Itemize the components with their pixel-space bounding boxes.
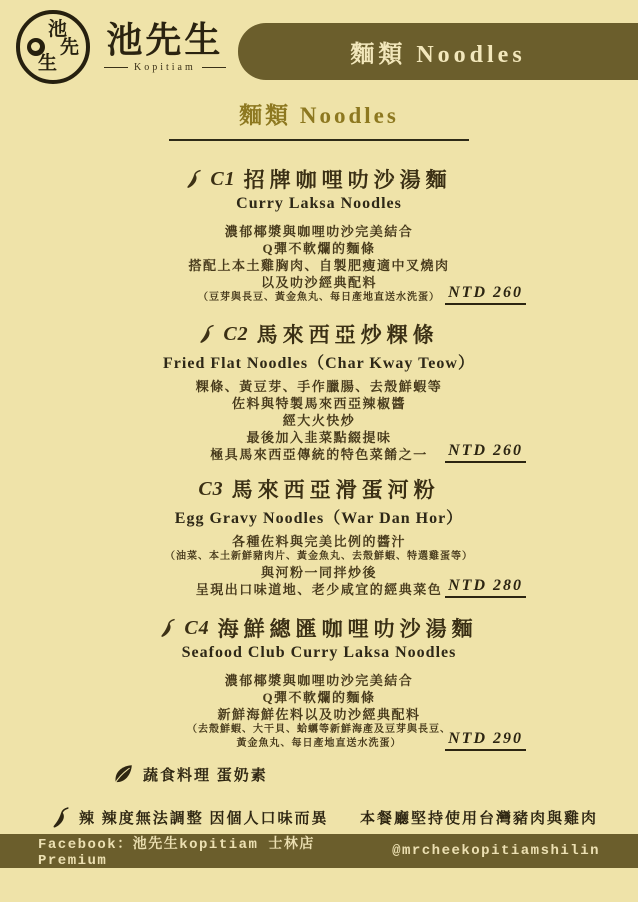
menu-item-code: C1 — [210, 167, 236, 190]
menu-item-desc-line: 佐料與特製馬來西亞辣椒醬 — [231, 396, 406, 411]
menu-item-code: C3 — [198, 477, 224, 500]
footnotes-row — [52, 804, 598, 831]
menu-item-name-en: Egg Gravy Noodles（War Dan Hor） — [174, 510, 464, 527]
vegetarian-note — [112, 763, 268, 785]
menu-item-desc-line: 各種佐料與完美比例的醬汁 — [231, 534, 406, 549]
menu-item-price: NTD 290 — [445, 730, 526, 751]
menu-item-desc-line: （去殼鮮蝦、大干貝、蛤蠣等新鮮海產及豆芽與長豆、 — [187, 724, 451, 735]
menu-item-code: C4 — [184, 616, 210, 639]
menu-item-desc-line: 搭配上本土雞胸肉、自製肥瘦適中叉燒肉 — [188, 258, 450, 273]
menu-item-desc-line: 呈現出口味道地、老少咸宜的經典菜色 — [195, 582, 443, 597]
chili-icon — [52, 804, 70, 831]
menu-item-heading — [0, 612, 638, 644]
moon-icon — [27, 38, 45, 56]
menu-item-name-zh: 馬來西亞滑蛋河粉 — [231, 478, 440, 502]
menu-item-desc-line: 粿條、黃豆芽、手作臘腸、去殼鮮蝦等 — [195, 379, 443, 394]
section-title-underline — [169, 139, 469, 141]
menu-item — [0, 612, 638, 751]
facebook-handle: Facebook：池先生kopitiam 士林店 Premium — [38, 837, 315, 869]
menu-item-name-zh: 馬來西亞炒粿條 — [256, 323, 439, 347]
menu-item-desc-line: 經大火快炒 — [282, 413, 356, 428]
menu-item-heading — [0, 473, 638, 505]
menu-item-desc-line: 濃郁椰漿與咖哩叻沙完美結合 — [224, 224, 414, 239]
menu-item-name-en: Seafood Club Curry Laksa Noodles — [181, 644, 457, 661]
menu-item-desc-line: 極具馬來西亞傳統的特色菜餚之一 — [210, 447, 428, 462]
spicy-note — [52, 804, 329, 831]
menu-item-price: NTD 280 — [445, 577, 526, 598]
category-banner-title: 麵類 Noodles — [350, 42, 526, 68]
category-banner — [238, 23, 638, 80]
spicy-note-text: 辣 辣度無法調整 因個人口味而異 — [79, 811, 329, 827]
menu-item — [0, 163, 638, 305]
chili-icon — [186, 167, 202, 191]
menu-item-heading — [0, 163, 638, 195]
menu-item-name-zh: 招牌咖哩叻沙湯麵 — [243, 168, 452, 192]
menu-item-description — [0, 672, 638, 751]
menu-item-name-en: Curry Laksa Noodles — [236, 195, 402, 212]
section-title: 麵類 Noodles — [239, 103, 399, 128]
menu-item-desc-line: 最後加入韭菜點綴提味 — [246, 430, 392, 445]
menu-item-desc-line: 新鮮海鮮佐料以及叻沙經典配料 — [217, 707, 421, 722]
menu-item-desc-line: 濃郁椰漿與咖哩叻沙完美結合 — [224, 673, 414, 688]
menu-item-description — [0, 223, 638, 305]
chili-icon — [199, 322, 215, 346]
menu-item-name-zh: 海鮮總匯咖哩叻沙湯麵 — [217, 617, 478, 641]
menu-item-desc-line: （油菜、本土新鮮豬肉片、黃金魚丸、去殼鮮蝦、特選雞蛋等） — [165, 551, 473, 562]
menu-item — [0, 318, 638, 463]
menu-item-desc-line: 與河粉一同拌炒後 — [260, 565, 377, 580]
footer-bar — [0, 834, 638, 868]
menu-item-desc-line: （豆芽與長豆、黃金魚丸、每日產地直送水洗蛋） — [198, 292, 440, 303]
seal-character: 先 — [60, 37, 80, 58]
menu-item — [0, 473, 638, 598]
brand-subtitle: Kopitiam — [104, 62, 226, 73]
menu-item-desc-line: Q彈不軟爛的麵條 — [262, 241, 376, 256]
menu-item-desc-line: 黃金魚丸、每日產地直送水洗蛋） — [236, 738, 402, 749]
menu-item-description — [0, 378, 638, 463]
chili-icon — [160, 616, 176, 640]
seal-character: 生 — [38, 53, 58, 74]
menu-item-code: C2 — [223, 322, 249, 345]
menu-item-description — [0, 533, 638, 598]
instagram-handle: @mrcheekopitiamshilin — [392, 843, 600, 859]
menu-item-name-en: Fried Flat Noodles（Char Kway Teow） — [163, 355, 475, 372]
menu-item-heading — [0, 318, 638, 350]
seal-character: 池 — [48, 19, 68, 40]
leaf-icon — [112, 763, 134, 785]
brand-name: 池先生 — [106, 19, 224, 60]
menu-item-desc-line: Q彈不軟爛的麵條 — [262, 690, 376, 705]
logo-seal-icon — [16, 10, 90, 84]
menu-item-desc-line: 以及叻沙經典配料 — [260, 275, 377, 290]
menu-item-price: NTD 260 — [445, 284, 526, 305]
brand-block — [104, 21, 226, 74]
meat-origin-note: 本餐廳堅持使用台灣豬肉與雞肉 — [359, 811, 598, 827]
vegetarian-note-text: 蔬食料理 蛋奶素 — [143, 767, 268, 784]
menu-item-price: NTD 260 — [445, 442, 526, 463]
restaurant-logo — [16, 10, 226, 84]
